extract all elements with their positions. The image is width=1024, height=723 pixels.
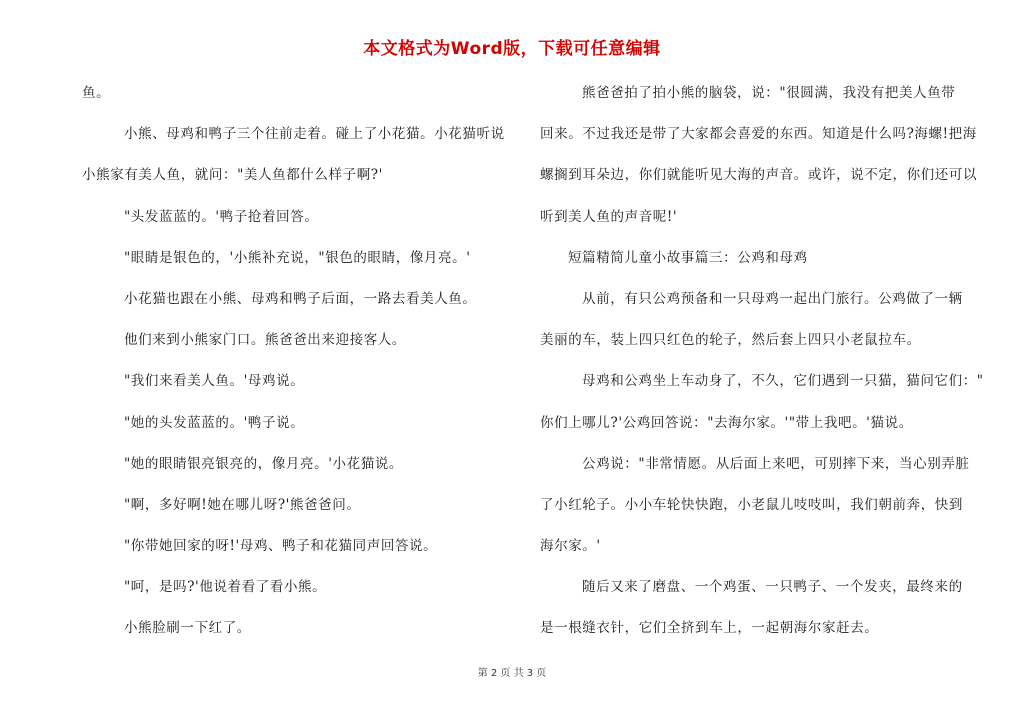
text-line: "头发蓝蓝的。'鸭子抢着回答。: [124, 208, 319, 225]
text-line: 从前，有只公鸡预备和一只母鸡一起出门旅行。公鸡做了一辆: [582, 290, 963, 307]
text-line: 小熊脸刷一下红了。: [124, 620, 251, 637]
text-line: "我们来看美人鱼。'母鸡说。: [124, 373, 305, 390]
text-line: 公鸡说："非常情愿。从后面上来吧，可别摔下来，当心别弄脏: [582, 455, 970, 472]
text-line: "呵，是吗?'他说着看了看小熊。: [124, 579, 327, 596]
text-line: 小熊、母鸡和鸭子三个往前走着。碰上了小花猫。小花猫听说: [124, 126, 505, 143]
text-line: 了小红轮子。小小车轮快快跑，小老鼠儿吱吱叫，我们朝前奔，快到: [540, 496, 963, 513]
right-text-column: [540, 82, 984, 659]
text-line: 螺搁到耳朵边，你们就能听见大海的声音。或许，说不定，你们还可以: [540, 167, 978, 184]
text-line: 是一根缝衣针，它们全挤到车上，一起朝海尔家赶去。: [540, 620, 879, 637]
text-line: 听到美人鱼的声音呢!': [540, 208, 678, 225]
text-line: 小熊家有美人鱼，就问："美人鱼都什么样子啊?': [82, 167, 383, 184]
page-number-footer: 第 2 页 共 3 页: [477, 668, 547, 679]
text-line: "你带她回家的呀!'母鸡、鸭子和花猫同声回答说。: [124, 538, 438, 555]
text-line: 海尔家。': [540, 538, 601, 555]
text-line: "眼睛是银色的，'小熊补充说，"银色的眼睛，像月亮。': [124, 249, 471, 266]
text-line: "她的头发蓝蓝的。'鸭子说。: [124, 414, 305, 431]
text-line: 鱼。: [82, 85, 111, 101]
text-line: 母鸡和公鸡坐上车动身了，不久，它们遇到一只猫，猫问它们：": [582, 373, 984, 390]
text-line: 他们来到小熊家门口。熊爸爸出来迎接客人。: [124, 332, 406, 349]
text-line: 你们上哪儿?'公鸡回答说："去海尔家。'"带上我吧。'猫说。: [540, 414, 913, 431]
text-line: 随后又来了磨盘、一个鸡蛋、一只鸭子、一个发夹，最终来的: [582, 579, 963, 596]
text-line: 美丽的车，装上四只红色的轮子，然后套上四只小老鼠拉车。: [540, 332, 921, 349]
document-header-title: 本文格式为Word版，下载可任意编辑: [363, 39, 661, 59]
section-heading: 短篇精简儿童小故事篇三：公鸡和母鸡: [568, 249, 808, 266]
text-line: "她的眼睛银亮银亮的，像月亮。'小花猫说。: [124, 455, 404, 472]
text-line: 熊爸爸拍了拍小熊的脑袋，说："很圆满，我没有把美人鱼带: [582, 85, 956, 101]
text-line: 小花猫也跟在小熊、母鸡和鸭子后面，一路去看美人鱼。: [124, 290, 477, 307]
text-line: 回来。不过我还是带了大家都会喜爱的东西。知道是什么吗?海螺!把海: [540, 126, 977, 143]
left-text-column: [82, 82, 505, 659]
text-line: "啊，多好啊!她在哪儿呀?'熊爸爸问。: [124, 496, 361, 513]
